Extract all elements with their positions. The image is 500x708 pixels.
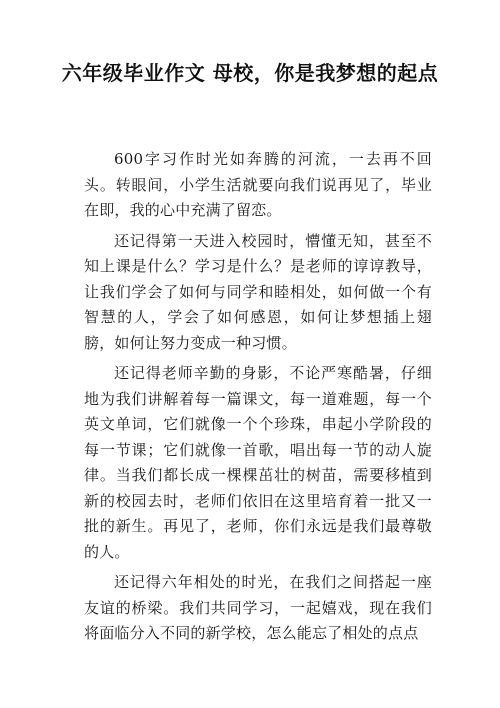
paragraph: 还记得第一天进入校园时，懵懂无知，甚至不知上课是什么？学习是什么？是老师的谆谆教导，让我们学会了如何与同学和睦相处，如何做一个有智慧的人，学会了如何感恩，如何让梦想插上翅膀，如何让努力变成一种习惯。 (84, 231, 432, 352)
paragraph: 600字习作时光如奔腾的河流，一去再不回头。转眼间，小学生活就要向我们说再见了，毕业在即，我的心中充满了留恋。 (84, 150, 432, 219)
document-title: 六年级毕业作文 母校，你是我梦想的起点 (61, 61, 439, 85)
paragraph: 还记得六年相处的时光，在我们之间搭起一座友谊的桥梁。我们共同学习，一起嬉戏，现在我们将面临分入不同的新学校，怎么能忘了相处的点点 (84, 573, 432, 642)
paragraph: 还记得老师辛勤的身影，不论严寒酷暑，仔细地为我们讲解着每一篇课文，每一道难题，每一个英文单词，它们就像一个个珍珠，串起小学阶段的每一节课；它们就像一首歌，唱出每一节的动人旋律。当我们都长成一棵棵茁壮的树苗，需要移植到新的校园去时，老师们依旧在这里培育着一批又一批的新生。再见了，老师，你们永远是我们最尊敬的人。 (84, 364, 432, 561)
document-body (84, 147, 432, 652)
